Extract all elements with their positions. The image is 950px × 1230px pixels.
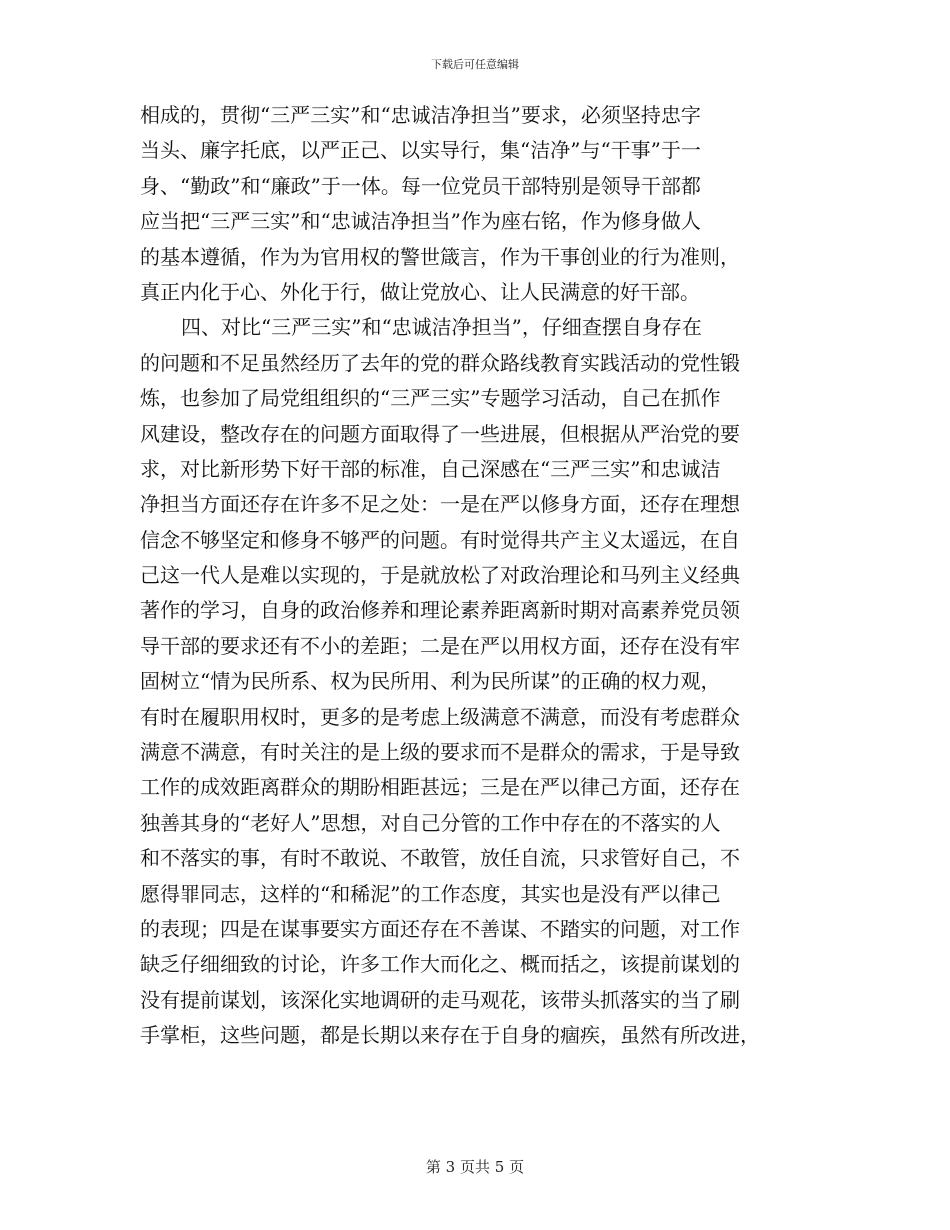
text-line: 独善其身的“老好人”思想，对自己分管的工作中存在的不落实的人 [140, 810, 721, 835]
text-line: 的问题和不足虽然经历了去年的党的群众路线教育实践活动的党性锻 [140, 350, 740, 375]
text-line: 的基本遵循，作为为官用权的警世箴言，作为干事创业的行为准则， [140, 244, 740, 269]
text-line: 的表现；四是在谋事要实方面还存在不善谋、不踏实的问题，对工作 [140, 916, 740, 941]
text-line: 工作的成效距离群众的期盼相距甚远；三是在严以律己方面，还存在 [140, 775, 740, 800]
text-line: 风建设，整改存在的问题方面取得了一些进展，但根据从严治党的要 [140, 421, 740, 446]
page-header: 下载后可任意编辑 [431, 58, 519, 71]
text-line: 求，对比新形势下好干部的标准，自己深感在“三严三实”和忠诚洁 [140, 456, 721, 481]
text-line: 有时在履职用权时，更多的是考虑上级满意不满意，而没有考虑群众 [140, 704, 740, 729]
document-body [140, 98, 810, 1054]
text-line: 炼，也参加了局党组组织的“三严三实”专题学习活动，自己在抓作 [140, 386, 721, 411]
page-footer: 第 3 页共 5 页 [425, 1158, 525, 1176]
text-line: 身、“勤政”和“廉政”于一体。每一位党员干部特别是领导干部都 [140, 173, 701, 198]
text-line: 信念不够坚定和修身不够严的问题。有时觉得共产主义太遥远，在自 [140, 527, 740, 552]
text-line: 缺乏仔细细致的讨论，许多工作大而化之、概而括之，该提前谋划的 [140, 952, 740, 977]
text-line: 应当把“三严三实”和“忠诚洁净担当”作为座右铭，作为修身做人 [140, 209, 701, 234]
text-line: 己这一代人是难以实现的，于是就放松了对政治理论和马列主义经典 [140, 563, 740, 588]
text-line: 固树立“情为民所系、权为民所用、利为民所谋”的正确的权力观， [140, 669, 721, 694]
text-line: 满意不满意，有时关注的是上级的要求而不是群众的需求，于是导致 [140, 740, 740, 765]
text-line: 当头、廉字托底，以严正己、以实导行，集“洁净”与“干事”于一 [140, 138, 701, 163]
text-line: 四、对比“三严三实”和“忠诚洁净担当”，仔细查摆自身存在 [181, 315, 702, 340]
text-line: 导干部的要求还有不小的差距；二是在严以用权方面，还存在没有牢 [140, 633, 740, 658]
text-line: 没有提前谋划，该深化实地调研的走马观花，该带头抓落实的当了刷 [140, 987, 740, 1012]
text-line: 真正内化于心、外化于行，做让党放心、让人民满意的好干部。 [140, 279, 700, 304]
text-line: 相成的，贯彻“三严三实”和“忠诚洁净担当”要求，必须坚持忠字 [140, 103, 701, 127]
text-line: 净担当方面还存在许多不足之处：一是在严以修身方面，还存在理想 [140, 492, 740, 517]
text-line: 著作的学习，自身的政治修养和理论素养距离新时期对高素养党员领 [140, 598, 740, 623]
text-line: 手掌柜，这些问题，都是长期以来存在于自身的痼疾，虽然有所改进， [140, 1023, 760, 1048]
text-line: 愿得罪同志，这样的“和稀泥”的工作态度，其实也是没有严以律己 [140, 881, 721, 906]
text-line: 和不落实的事，有时不敢说、不敢管，放任自流，只求管好自己，不 [140, 846, 740, 871]
